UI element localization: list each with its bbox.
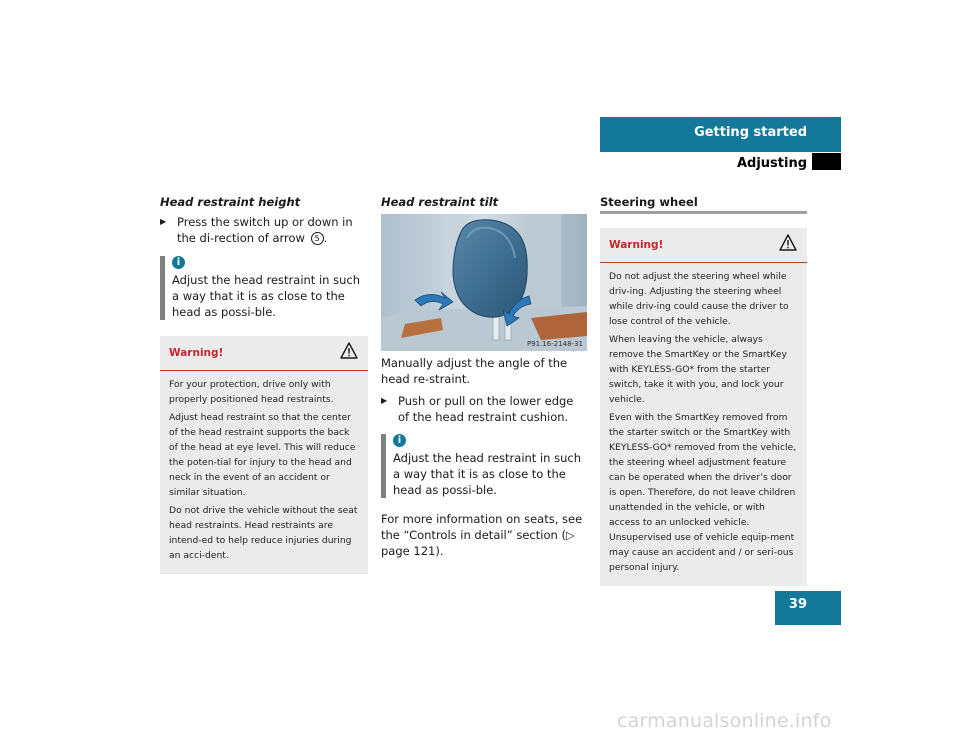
- header-bar: [600, 117, 841, 152]
- warning-paragraph: Adjust head restraint so that the center of the head restraint supports the back of the head at eye level. This will reduce the poten-tial for injury to the head and neck in the event of an accident or similar situation.: [169, 412, 356, 498]
- heading-rule: [600, 211, 807, 214]
- instruction-text: Push or pull on the lower edge of the head restraint cushion.: [398, 394, 574, 424]
- warning-paragraph: Even with the SmartKey removed from the starter switch or the SmartKey with KEYLESS-GO* removed from the vehicle, the steering wheel adjustment feature can be operated when the driver’s door is open. Therefore, do not leave children unattended in the vehicle, or with access to an unlocked vehicle. Unsupervised use of vehicle equip-ment may cause an accident and / or seri-ous personal injury.: [609, 412, 797, 573]
- info-note-height: [160, 256, 368, 320]
- instruction-press-switch: ▶ Press the switch up or down in the di-rection of arrow 5 .: [160, 215, 353, 245]
- head-restraint-illustration: [381, 214, 587, 351]
- info-note-tilt: [381, 434, 587, 498]
- info-text: Adjust the head restraint in such a way that it is as close to the head as possi-ble.: [393, 451, 582, 497]
- warning-triangle-icon: [779, 234, 797, 251]
- seats-reference-text: For more information on seats, see the “Controls in detail” section (▷ page 121).: [381, 512, 583, 558]
- section-title: Getting started: [694, 125, 807, 140]
- column-head-restraint-tilt: [381, 195, 587, 559]
- tilt-intro-text: Manually adjust the angle of the head re-straint.: [381, 356, 568, 386]
- warning-box-head-restraints: [160, 336, 368, 574]
- subsection-marker: [812, 153, 841, 170]
- page-number-box: [775, 591, 841, 625]
- warning-box-steering-wheel: [600, 228, 807, 586]
- figure-code: P91.16-2148-31: [526, 340, 583, 348]
- head-restraint-drawing: [381, 214, 587, 351]
- bullet-arrow-icon: ▶: [381, 396, 388, 405]
- warning-paragraph: Do not drive the vehicle without the seat head restraints. Head restraints are intend-ed to help reduce injuries during an acci-dent.: [169, 505, 358, 561]
- watermark: carmanualsonline.info: [617, 710, 832, 732]
- warning-paragraph: When leaving the vehicle, always remove the SmartKey or the SmartKey with KEYLESS-GO* from the starter switch, take it with you, and lock your vehicle.: [609, 334, 787, 405]
- info-text: Adjust the head restraint in such a way that it is as close to the head as possi-ble.: [172, 273, 361, 319]
- warning-label: Warning!: [169, 347, 224, 359]
- instruction-text: Press the switch up or down in the di-rection of arrow: [177, 215, 353, 245]
- info-icon: i: [393, 434, 406, 447]
- arrow-reference-badge: 5: [311, 232, 324, 245]
- subsection-title: Adjusting: [736, 156, 807, 171]
- column-steering-wheel: [600, 195, 807, 586]
- column-head-restraint-height: [160, 195, 368, 574]
- warning-paragraph: For your protection, drive only with properly positioned head restraints.: [169, 379, 334, 405]
- bullet-arrow-icon: ▶: [160, 217, 167, 226]
- heading-steering-wheel: Steering wheel: [600, 195, 698, 209]
- info-icon: i: [172, 256, 185, 269]
- warning-label: Warning!: [609, 239, 664, 251]
- page-number: 39: [788, 597, 807, 612]
- warning-paragraph: Do not adjust the steering wheel while driv-ing. Adjusting the steering wheel while driv-ing could cause the driver to lose control of the vehicle.: [609, 271, 789, 327]
- heading-head-restraint-height: Head restraint height: [160, 195, 301, 209]
- warning-triangle-icon: [340, 342, 358, 359]
- heading-head-restraint-tilt: Head restraint tilt: [381, 195, 499, 209]
- instruction-push-pull: [381, 393, 587, 425]
